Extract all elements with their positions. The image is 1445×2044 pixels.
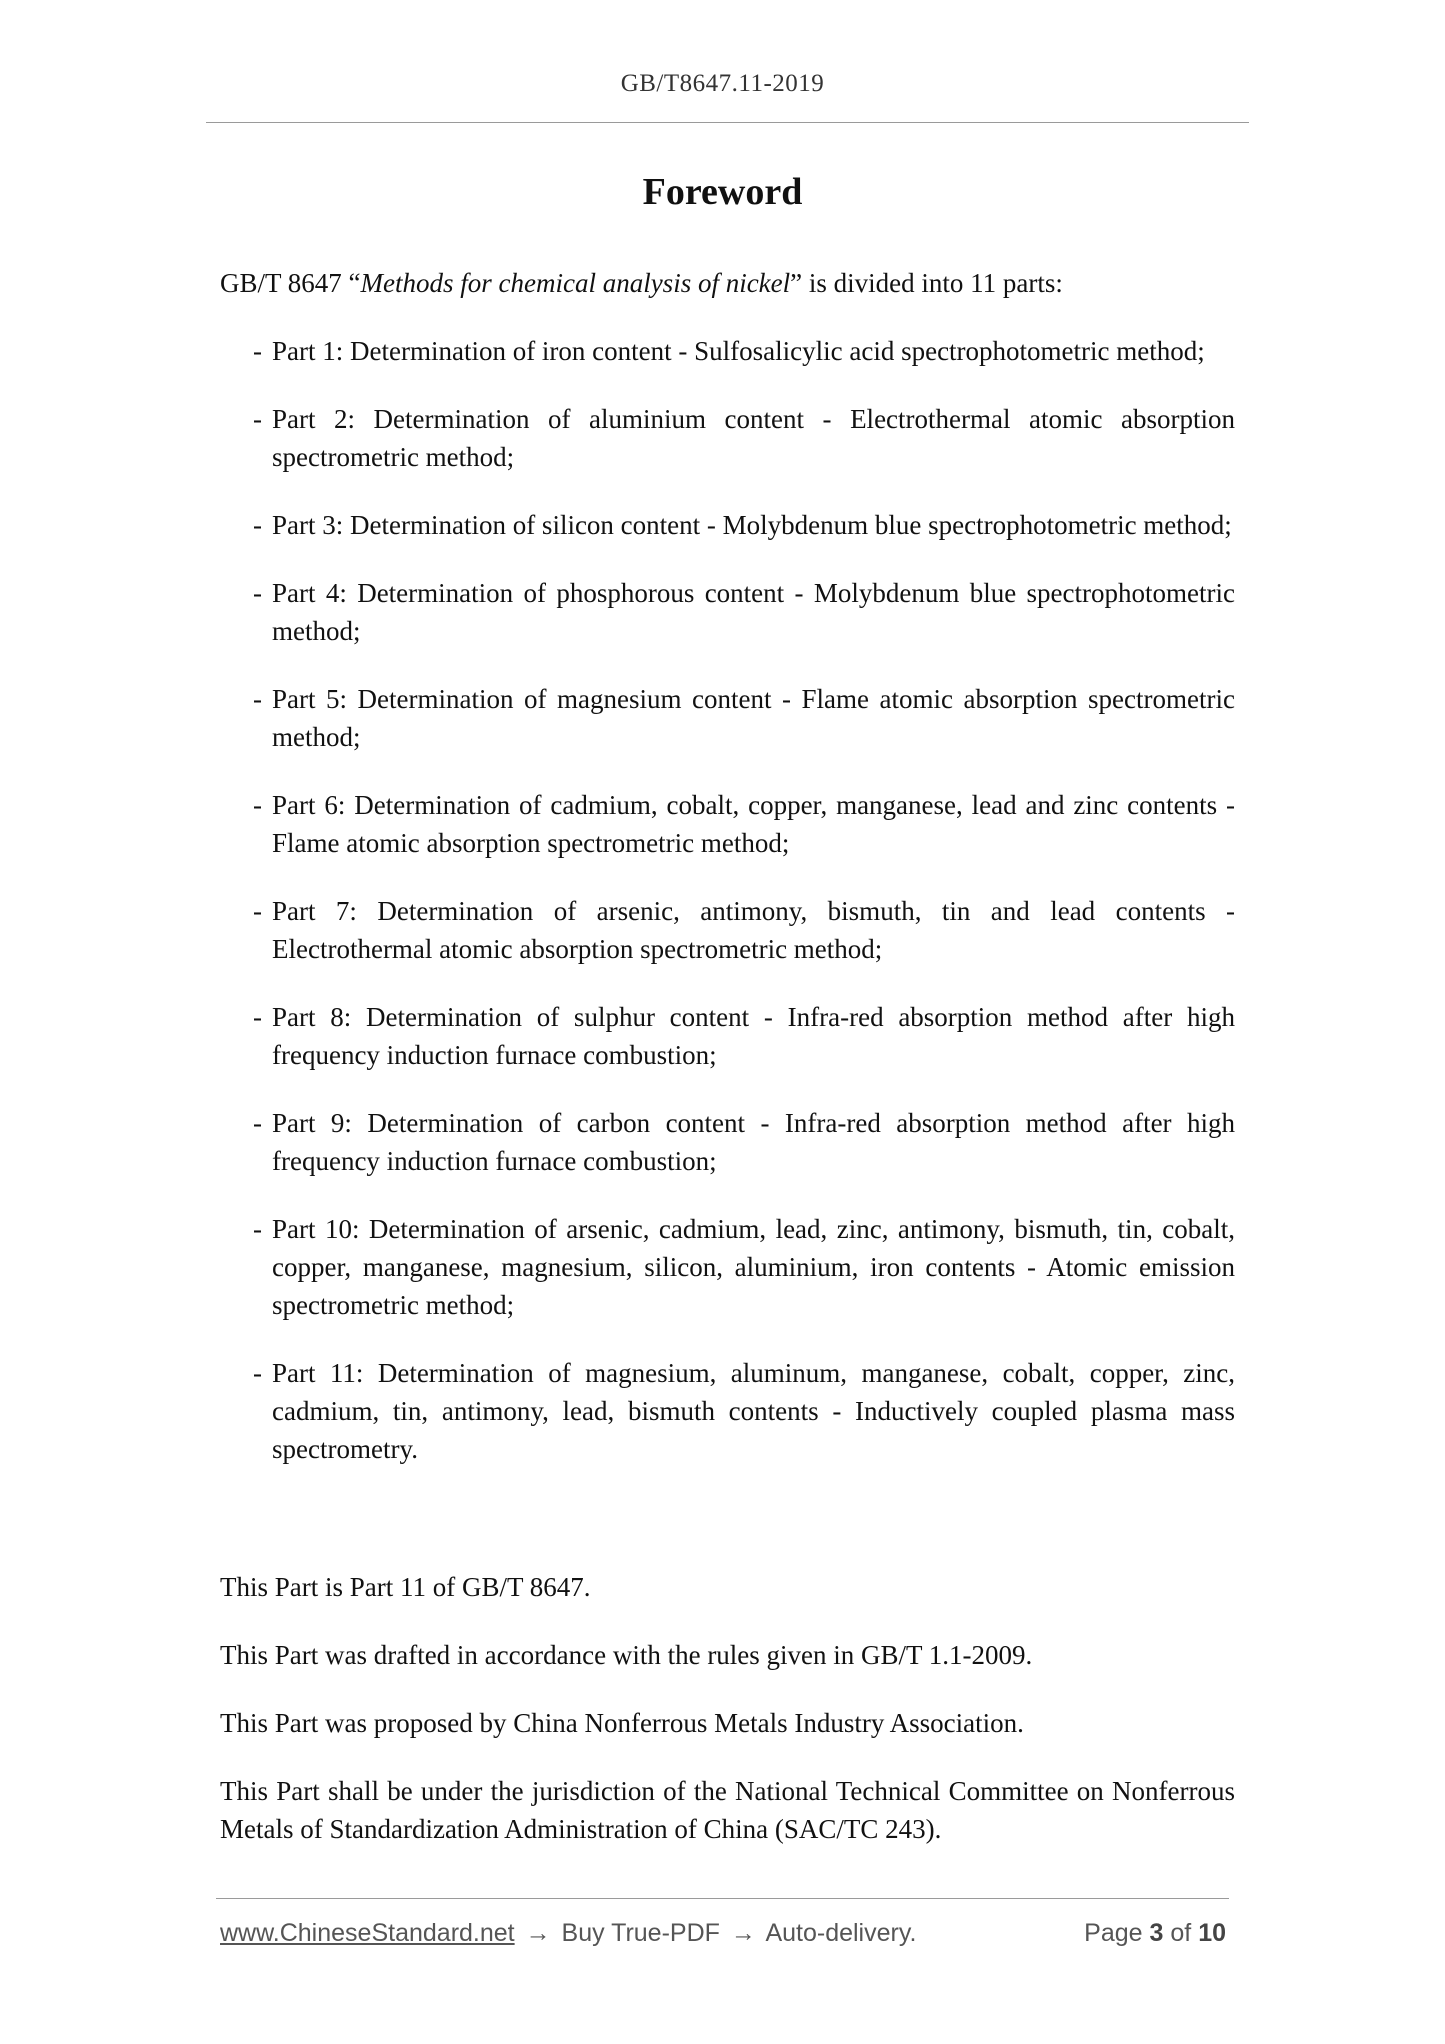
list-item <box>253 786 1235 862</box>
header-divider <box>206 122 1249 123</box>
list-item <box>253 332 1235 370</box>
list-item <box>253 892 1235 968</box>
of-label: of <box>1170 1919 1192 1947</box>
arrow-right-icon: → <box>730 1919 756 1947</box>
list-dash: - <box>253 1108 262 1138</box>
page-title: Foreword <box>642 171 803 213</box>
delivery-text: Auto-delivery. <box>765 1919 917 1947</box>
list-item-text: Part 6: Determination of cadmium, cobalt, copper, manganese, lead and zinc contents - Flame atomic absorption spectrometric method; <box>272 790 1235 858</box>
parts-list <box>253 332 1235 1498</box>
list-dash: - <box>253 1002 262 1032</box>
list-dash: - <box>253 1358 262 1388</box>
intro-paragraph <box>220 264 1235 302</box>
list-item-text: Part 10: Determination of arsenic, cadmium, lead, zinc, antimony, bismuth, tin, cobalt, copper, manganese, magnesium, silicon, aluminium, iron contents - Atomic emission spectrometric method; <box>272 1214 1235 1320</box>
buy-text: Buy True-PDF <box>561 1919 720 1947</box>
list-item <box>253 574 1235 650</box>
list-dash: - <box>253 896 262 926</box>
closing-paragraph: This Part shall be under the jurisdiction of the National Technical Committee on Nonferrous Metals of Standardization Administration of China (SAC/TC 243). <box>220 1776 1235 1844</box>
list-dash: - <box>253 684 262 714</box>
closing-paragraph: This Part was proposed by China Nonferrous Metals Industry Association. <box>220 1708 1024 1738</box>
page-label: Page <box>1084 1919 1143 1947</box>
intro-prefix: GB/T 8647 “ <box>220 268 361 298</box>
list-item-text: Part 2: Determination of aluminium content - Electrothermal atomic absorption spectrometric method; <box>272 404 1235 472</box>
intro-suffix: ” is divided into 11 parts: <box>790 268 1063 298</box>
website-link[interactable]: www.ChineseStandard.net <box>220 1919 515 1947</box>
list-dash: - <box>253 336 262 366</box>
footer-divider <box>216 1898 1229 1899</box>
list-item-text: Part 3: Determination of silicon content - Molybdenum blue spectrophotometric method; <box>272 510 1232 540</box>
page-current: 3 <box>1149 1919 1164 1947</box>
list-item <box>253 680 1235 756</box>
list-item-text: Part 7: Determination of arsenic, antimony, bismuth, tin and lead contents - Electrothermal atomic absorption spectrometric method; <box>272 896 1235 964</box>
list-item <box>253 400 1235 476</box>
running-header: GB/T8647.11-2019 <box>620 70 825 97</box>
list-dash: - <box>253 404 262 434</box>
page-footer <box>220 1919 1226 1948</box>
list-item-text: Part 1: Determination of iron content - Sulfosalicylic acid spectrophotometric method; <box>272 336 1205 366</box>
list-item-text: Part 8: Determination of sulphur content - Infra-red absorption method after high frequency induction furnace combustion; <box>272 1002 1235 1070</box>
list-dash: - <box>253 578 262 608</box>
arrow-right-icon: → <box>525 1919 551 1947</box>
list-dash: - <box>253 790 262 820</box>
intro-italic-title: Methods for chemical analysis of nickel <box>360 268 791 298</box>
list-item-text: Part 9: Determination of carbon content - Infra-red absorption method after high frequency induction furnace combustion; <box>272 1108 1235 1176</box>
list-item <box>253 1354 1235 1468</box>
closing-paragraph: This Part is Part 11 of GB/T 8647. <box>220 1572 591 1602</box>
closing-paragraph: This Part was drafted in accordance with the rules given in GB/T 1.1-2009. <box>220 1640 1033 1670</box>
page-number <box>1084 1919 1226 1948</box>
list-item-text: Part 5: Determination of magnesium content - Flame atomic absorption spectrometric method; <box>272 684 1235 752</box>
list-dash: - <box>253 510 262 540</box>
list-item <box>253 1104 1235 1180</box>
list-item <box>253 998 1235 1074</box>
list-item <box>253 506 1235 544</box>
closing-paragraphs <box>220 1568 1235 1878</box>
list-item-text: Part 11: Determination of magnesium, aluminum, manganese, cobalt, copper, zinc, cadmium, tin, antimony, lead, bismuth contents - Inductively coupled plasma mass spectrometry. <box>272 1358 1235 1464</box>
list-item-text: Part 4: Determination of phosphorous content - Molybdenum blue spectrophotometric method; <box>272 578 1235 646</box>
page-total: 10 <box>1198 1919 1226 1947</box>
list-dash: - <box>253 1214 262 1244</box>
list-item <box>253 1210 1235 1324</box>
